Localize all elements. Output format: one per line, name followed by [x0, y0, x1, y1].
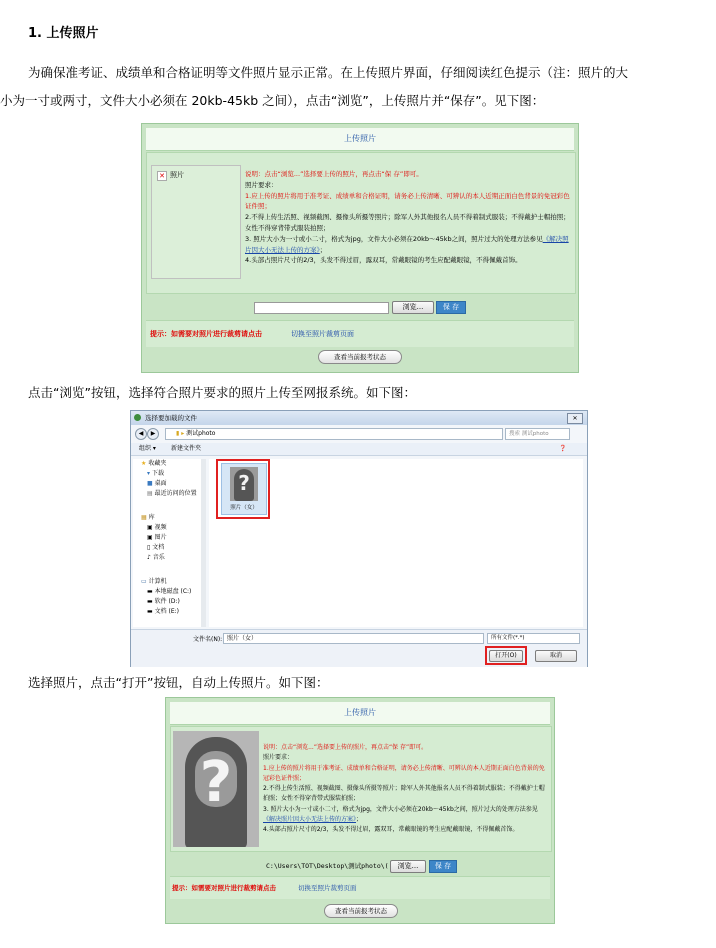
requirement-1: 1.应上传的照片将用于准考证、成绩单和合格证明，请务必上传清晰、可辨认的本人近期正面白色背景的免冠彩色证件照； [245, 191, 570, 211]
photo-placeholder [151, 165, 241, 279]
nav-downloads-label: 下载 [151, 470, 164, 477]
navigation-pane [133, 459, 206, 627]
nav-favorites-label: 收藏夹 [148, 460, 167, 467]
forward-icon[interactable]: ▶ [147, 428, 159, 440]
nav-videos[interactable] [133, 523, 205, 533]
nav-drive-e-label: 文档 (E:) [154, 608, 179, 615]
open-button[interactable]: 打开(O) [489, 650, 523, 662]
nav-documents-label: 文档 [152, 544, 165, 551]
dialog-toolbar [131, 443, 587, 456]
filename-label: 文件名(N): [193, 636, 223, 643]
open-instruction: 选择照片，点击“打开”按钮，自动上传照片。如下图： [28, 675, 329, 690]
file-list-area [209, 459, 583, 627]
drive-icon: ▬ [147, 608, 153, 615]
view-status-button[interactable]: 查看当前报考状态 [318, 350, 402, 364]
video-icon: ▣ [147, 524, 153, 531]
music-icon: ♪ [147, 554, 151, 561]
nav-computer-label: 计算机 [148, 578, 167, 585]
cancel-button[interactable]: 取消 [535, 650, 577, 662]
nav-music-label: 音乐 [152, 554, 165, 561]
filename-input[interactable]: 照片（女） [223, 633, 484, 644]
download-icon: ▾ [147, 470, 151, 477]
requirement-3-end: ； [319, 245, 327, 254]
instructions-text [245, 169, 573, 266]
organize-menu[interactable]: 组织 ▾ [139, 445, 156, 452]
crop-tip-text: 提示：如需要对照片进行裁剪请点击 [150, 330, 262, 338]
tip-bar [146, 320, 574, 347]
nav-videos-label: 视频 [154, 524, 167, 531]
panel-title: 上传照片 [170, 702, 550, 725]
section-heading: 1. 上传照片 [28, 26, 99, 41]
new-folder-button[interactable]: 新建文件夹 [171, 445, 202, 452]
search-input[interactable]: 搜索 测试photo [505, 428, 570, 440]
switch-crop-link[interactable]: 切换至照片裁剪页面 [298, 884, 357, 892]
file-open-dialog [130, 410, 588, 667]
nav-computer[interactable] [133, 577, 205, 587]
requirement-1: 1.应上传的照片将用于准考证、成绩单和合格证明，请务必上传清晰、可辨认的本人近期正面白色背景的免冠彩色证件照； [263, 764, 545, 782]
dialog-footer [131, 629, 587, 667]
tip-bar [170, 876, 550, 899]
browse-button[interactable]: 浏览... [390, 860, 426, 873]
computer-icon: ▭ [141, 578, 147, 585]
nav-drive-e[interactable] [133, 607, 205, 617]
desktop-icon: ■ [147, 480, 153, 487]
folder-icon: ▮ ▸ [176, 430, 187, 437]
view-status-button[interactable]: 查看当前报考状态 [324, 904, 398, 918]
instruction-line: 说明：点击“浏览...”选择要上传的照片，再点击“保 存”即可。 [245, 170, 423, 178]
nav-recent[interactable] [133, 489, 205, 499]
question-mark-icon: ? [199, 750, 233, 815]
nav-pictures[interactable] [133, 533, 205, 543]
resize-solution-link[interactable]: 《解决照片因大小无法上传的方案》 [263, 816, 357, 824]
browse-button[interactable]: 浏览... [392, 301, 434, 314]
nav-scrollbar[interactable] [201, 459, 206, 627]
nav-library-label: 库 [148, 514, 155, 521]
nav-pictures-label: 图片 [154, 534, 167, 541]
requirement-3-text: 3. 照片大小为一寸或小二寸，格式为jpg，文件大小必须在20kb～45kb之间，照片过大的处理方法参见 [245, 234, 543, 243]
photo-label: 照片 [170, 171, 184, 179]
nav-desktop-label: 桌面 [154, 480, 167, 487]
requirement-3-text: 3. 照片大小为一寸或小二寸，格式为jpg，文件大小必须在20kb～45kb之间，照片过大的处理方法参见 [263, 805, 538, 813]
file-type-select[interactable]: 所有文件(*.*) [487, 633, 580, 644]
broken-image-icon: ✕ [157, 171, 167, 181]
nav-drive-d[interactable] [133, 597, 205, 607]
picture-icon: ▣ [147, 534, 153, 541]
intro-line-2: 小为一寸或两寸，文件大小必须在 20kb-45kb 之间），点击“浏览”，上传照片并“保存”。见下图： [0, 93, 545, 108]
requirement-3 [245, 234, 573, 256]
back-icon[interactable]: ◀ [135, 428, 147, 440]
nav-downloads[interactable] [133, 469, 205, 479]
nav-documents[interactable] [133, 543, 205, 553]
requirement-2: 2.不得上传生活照、视频截图、摄像头所摄等照片；除军人外其他报名人员不得着制式服装；不得戴护士帽拍照；女性不得穿背带式服装拍照； [263, 785, 545, 803]
file-path-value[interactable]: C:\Users\TOT\Desktop\测试photo\( [266, 862, 389, 870]
instructions-area [146, 152, 576, 294]
switch-crop-link[interactable]: 切换至照片裁剪页面 [291, 330, 354, 338]
requirement-3-end: ； [356, 816, 363, 824]
highlight-box-open [485, 646, 527, 665]
requirements-title: 照片要求： [263, 754, 294, 762]
nav-favorites[interactable] [133, 459, 205, 469]
requirement-4: 4.头部占照片尺寸的2/3，头发不得过眉，露双耳，常戴眼镜的考生应配戴眼镜，不得佩戴首饰。 [245, 256, 522, 265]
document-icon: ▯ [147, 544, 151, 551]
help-icon[interactable]: ❓ [559, 445, 567, 452]
nav-music[interactable] [133, 553, 205, 563]
instruction-line: 说明：点击“浏览...”选择要上传的照片，再点击“保 存”即可。 [263, 744, 428, 751]
intro-line-1: 为确保准考证、成绩单和合格证明等文件照片显示正常。在上传照片界面，仔细阅读红色提示（注：照片的大 [28, 65, 629, 80]
drive-icon: ▬ [147, 598, 153, 605]
crop-tip-text: 提示：如需要对照片进行裁剪请点击 [172, 884, 276, 892]
browse-instruction: 点击“浏览”按钮，选择符合照片要求的照片上传至网报系统。如下图： [28, 385, 416, 400]
requirements-title: 照片要求： [245, 180, 278, 189]
save-button[interactable]: 保 存 [429, 860, 457, 873]
nav-drive-c[interactable] [133, 587, 205, 597]
resize-solution-link[interactable]: 《解决照片因大小无法上传的方案》 [245, 234, 569, 254]
close-icon[interactable]: ✕ [567, 413, 583, 424]
nav-recent-label: 最近访问的位置 [154, 490, 197, 497]
library-icon: ▦ [141, 514, 147, 521]
address-bar[interactable] [165, 428, 503, 440]
address-row [133, 427, 585, 441]
nav-drive-d-label: 软件 (D:) [154, 598, 180, 605]
panel-title: 上传照片 [146, 128, 574, 151]
nav-drive-c-label: 本地磁盘 (C:) [154, 588, 192, 595]
upload-photo-panel-1 [141, 123, 579, 373]
instructions-text [263, 743, 547, 836]
address-path: 测试photo [186, 430, 216, 437]
file-item-name: 照片（女） [230, 505, 258, 511]
requirement-3 [263, 805, 547, 826]
star-icon: ★ [141, 460, 147, 467]
dialog-title-text: 选择要加载的文件 [145, 414, 197, 422]
save-button[interactable]: 保 存 [436, 301, 466, 314]
requirement-2: 2.不得上传生活照、视频截图、摄像头所摄等照片；除军人外其他报名人员不得着制式服装；不得戴护士帽拍照；女性不得穿背带式服装拍照； [245, 213, 570, 232]
uploaded-photo [173, 731, 259, 847]
question-mark-icon: ? [238, 471, 250, 495]
highlight-box-file [216, 459, 270, 519]
upload-photo-panel-2 [165, 697, 555, 924]
recent-icon: ▤ [147, 490, 153, 497]
nav-desktop[interactable] [133, 479, 205, 489]
file-path-input[interactable] [254, 302, 389, 314]
app-icon [134, 414, 141, 421]
nav-library[interactable] [133, 513, 205, 523]
dialog-title [131, 411, 587, 425]
drive-icon: ▬ [147, 588, 153, 595]
requirement-4: 4.头部占照片尺寸的2/3，头发不得过眉，露双耳，常戴眼镜的考生应配戴眼镜，不得佩戴首饰。 [263, 826, 519, 834]
instructions-area [170, 726, 552, 852]
